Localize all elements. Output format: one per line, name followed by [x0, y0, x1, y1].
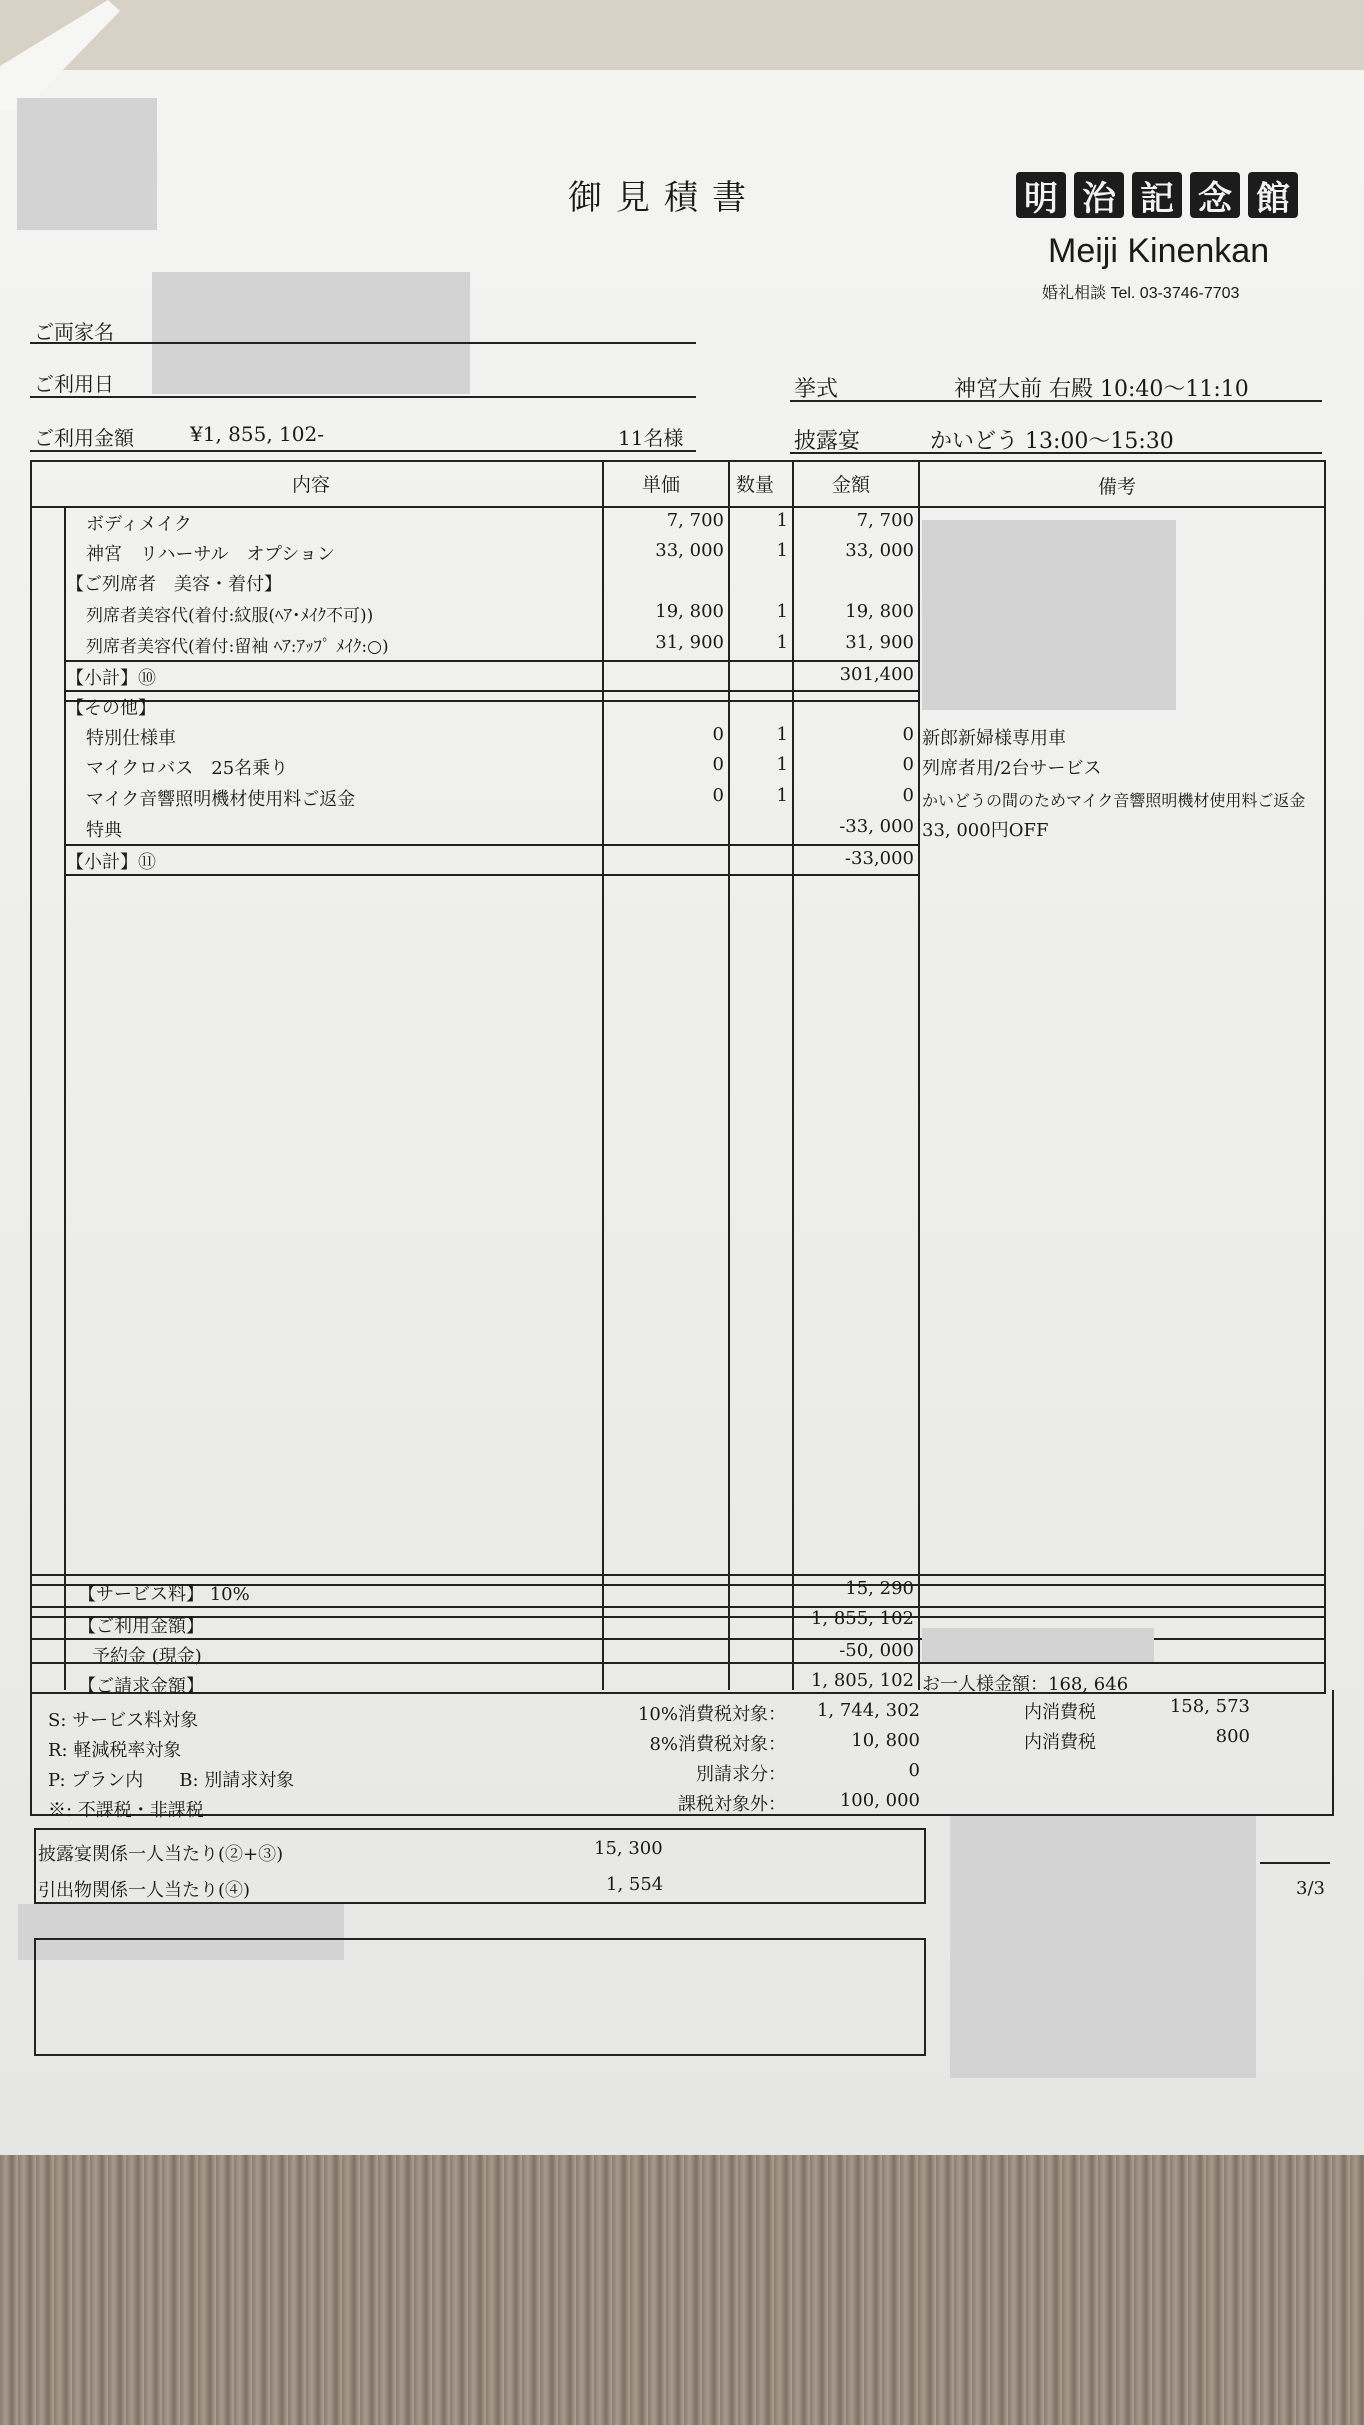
divider	[64, 660, 920, 662]
row-content: 特別仕様車	[86, 728, 176, 749]
amount-value: ¥1, 855, 102-	[190, 422, 324, 446]
ceremony-value: 神宮大前 右殿 10:40～11:10	[954, 377, 1249, 402]
column-header-remarks: 備考	[1098, 476, 1137, 498]
tax-value: 100, 000	[839, 1790, 920, 1811]
contact-info: 婚礼相談 Tel. 03-3746-7703	[1042, 285, 1240, 302]
divider	[64, 844, 920, 846]
row-qty: 1	[776, 540, 788, 561]
inner-tax-value: 800	[1215, 1726, 1250, 1747]
row-qty: 1	[776, 785, 788, 806]
brand-name: Meiji Kinenkan	[1048, 232, 1270, 270]
legend-item: P: プラン内 B: 別請求対象	[48, 1770, 295, 1791]
row-amount: -33, 000	[839, 816, 914, 837]
inner-tax-label: 内消費税	[1024, 1702, 1096, 1723]
row-remark: 新郎新婦様専用車	[922, 728, 1066, 749]
column-line	[792, 460, 794, 1690]
row-unit-price: 0	[712, 785, 724, 806]
row-content: 神宮 リハーサル オプション	[86, 544, 335, 565]
row-unit-price: 7, 700	[666, 510, 724, 531]
row-unit-price: 19, 800	[655, 601, 724, 622]
redacted-block	[922, 520, 1176, 710]
column-header-unit-price: 単価	[642, 474, 681, 496]
row-content: 特典	[86, 820, 122, 841]
logo-char: 念	[1190, 172, 1240, 218]
row-qty: 1	[776, 754, 788, 775]
redacted-block	[950, 1816, 1256, 2078]
divider	[64, 874, 920, 876]
row-unit-price: 31, 900	[655, 632, 724, 653]
deposit-label: 予約金 (現金)	[92, 1646, 202, 1667]
row-content: マイク音響照明機材使用料ご返金	[86, 789, 356, 810]
billing-total-label: 【ご請求金額】	[78, 1676, 204, 1697]
column-header-amount: 金額	[832, 474, 871, 496]
column-line	[728, 460, 730, 1690]
page-number: 3/3	[1296, 1878, 1325, 1899]
service-charge-label: 【サービス料】 10%	[78, 1584, 250, 1605]
row-content: 列席者美容代(着付:留袖 ﾍｱ:ｱｯﾌﾟ ﾒｲｸ:○)	[86, 637, 389, 657]
date-label: ご利用日	[34, 372, 114, 396]
reception-label: 披露宴	[794, 429, 861, 454]
redacted-block	[922, 1628, 1154, 1662]
header-divider	[30, 506, 1324, 508]
gift-per-person-value: 1, 554	[606, 1874, 664, 1895]
tax-label: 課税対象外：	[678, 1794, 786, 1815]
row-amount: 31, 900	[845, 632, 914, 653]
tax-label: 8%消費税対象：	[649, 1734, 786, 1755]
column-line	[918, 460, 920, 1690]
ceremony-label: 挙式	[794, 377, 839, 402]
billing-total-amount: 1, 805, 102	[810, 1670, 914, 1691]
tax-value: 1, 744, 302	[816, 1700, 920, 1721]
row-unit-price: 33, 000	[655, 540, 724, 561]
divider	[30, 1662, 1324, 1664]
row-unit-price: 0	[712, 724, 724, 745]
row-amount: 19, 800	[845, 601, 914, 622]
usage-total-amount: 1, 855, 102	[810, 1608, 914, 1629]
logo-char: 明	[1016, 172, 1066, 218]
subtotal-label: 【小計】⑩	[66, 668, 156, 689]
row-content: 列席者美容代(着付:紋服(ﾍｱ･ﾒｲｸ不可))	[86, 606, 374, 626]
row-amount: 0	[902, 724, 914, 745]
column-header-content: 内容	[292, 474, 331, 496]
divider	[64, 700, 920, 702]
per-person-amount: お一人様金額：168, 646	[922, 1674, 1129, 1695]
divider	[30, 396, 696, 398]
logo-char: 記	[1132, 172, 1182, 218]
divider	[30, 342, 696, 344]
table-surface	[0, 2150, 1364, 2425]
divider	[790, 452, 1322, 454]
tax-value: 0	[908, 1760, 920, 1781]
subtotal-amount: 301,400	[839, 664, 914, 685]
redacted-block	[152, 272, 470, 394]
row-remark: 列席者用/2台サービス	[922, 758, 1102, 779]
inner-tax-label: 内消費税	[1024, 1732, 1096, 1753]
logo-char: 館	[1248, 172, 1298, 218]
row-amount: 33, 000	[845, 540, 914, 561]
reception-per-person-value: 15, 300	[594, 1838, 663, 1859]
row-unit-price: 0	[712, 754, 724, 775]
legend-item: S: サービス料対象	[48, 1710, 199, 1731]
divider	[1260, 1862, 1330, 1864]
document-title: 御見積書	[568, 178, 760, 218]
subtotal-label: 【小計】⑪	[66, 852, 156, 873]
row-remark: かいどうの間のためマイク音響照明機材使用料ご返金	[922, 791, 1306, 810]
family-label: ご両家名	[34, 320, 114, 344]
guest-count: 11名様	[618, 426, 684, 450]
inner-tax-value: 158, 573	[1169, 1696, 1250, 1717]
notes-box	[34, 1938, 926, 2056]
redacted-block	[17, 98, 157, 230]
row-remark: 33, 000円OFF	[922, 820, 1049, 841]
column-line	[602, 460, 604, 1690]
brand-logo	[1016, 172, 1298, 218]
row-amount: 0	[902, 754, 914, 775]
divider	[30, 1616, 1324, 1618]
row-qty: 1	[776, 601, 788, 622]
tax-label: 10%消費税対象：	[637, 1704, 786, 1725]
divider	[64, 690, 920, 692]
logo-char: 治	[1074, 172, 1124, 218]
tax-label: 別請求分：	[696, 1764, 786, 1785]
subtotal-amount: -33,000	[844, 848, 914, 869]
divider	[30, 1574, 1324, 1576]
service-charge-amount: 15, 290	[845, 1578, 914, 1599]
reception-value: かいどう 13:00～15:30	[930, 429, 1174, 454]
row-content: マイクロバス 25名乗り	[86, 758, 289, 779]
row-section-heading: 【ご列席者 美容・着付】	[66, 574, 282, 595]
gift-per-person-label: 引出物関係一人当たり(④)	[38, 1880, 251, 1901]
divider	[790, 400, 1322, 402]
reception-per-person-label: 披露宴関係一人当たり(②+③)	[38, 1844, 284, 1865]
row-qty: 1	[776, 510, 788, 531]
deposit-amount: -50, 000	[839, 1640, 914, 1661]
row-content: ボディメイク	[86, 514, 192, 535]
usage-total-label: 【ご利用金額】	[78, 1616, 204, 1637]
legend-item: R: 軽減税率対象	[48, 1740, 182, 1761]
tax-value: 10, 800	[851, 1730, 920, 1751]
row-qty: 1	[776, 632, 788, 653]
amount-label: ご利用金額	[34, 426, 134, 450]
row-section-heading: 【その他】	[66, 698, 156, 719]
row-qty: 1	[776, 724, 788, 745]
legend-item: ※: 不課税・非課税	[48, 1800, 204, 1821]
divider	[30, 450, 696, 452]
column-header-qty: 数量	[736, 474, 775, 496]
row-amount: 7, 700	[856, 510, 914, 531]
row-amount: 0	[902, 785, 914, 806]
divider	[30, 1606, 1324, 1608]
